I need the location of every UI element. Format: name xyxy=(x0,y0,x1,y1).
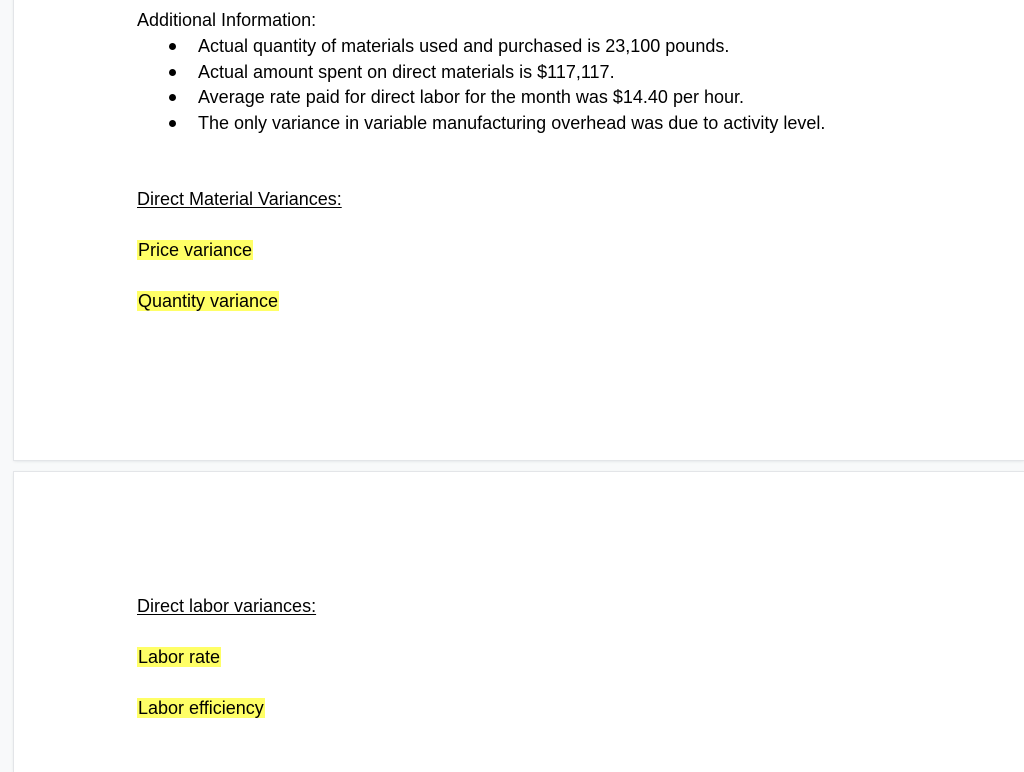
bullet-icon xyxy=(169,43,176,50)
list-item-text: Actual quantity of materials used and purchased is 23,100 pounds. xyxy=(198,36,730,56)
list-item xyxy=(137,111,825,137)
labor-efficiency-label: Labor efficiency xyxy=(138,698,264,718)
list-item xyxy=(137,85,825,111)
direct-labor-variances-heading xyxy=(137,595,316,617)
document-page-2 xyxy=(14,472,1024,772)
labor-efficiency-row xyxy=(137,697,265,719)
list-item xyxy=(137,60,825,86)
price-variance-row xyxy=(137,239,253,261)
bullet-icon xyxy=(169,94,176,101)
document-page-1 xyxy=(14,0,1024,460)
bullet-icon xyxy=(169,120,176,127)
direct-labor-variances-label: Direct labor variances: xyxy=(137,596,317,616)
direct-material-variances-heading xyxy=(137,188,342,210)
price-variance-label: Price variance xyxy=(138,240,253,260)
additional-info-list xyxy=(137,34,825,136)
list-item-text: Actual amount spent on direct materials is $117,117. xyxy=(198,61,615,82)
labor-rate-row xyxy=(137,646,221,668)
quantity-variance-row xyxy=(137,290,279,312)
list-item-text: Average rate paid for direct labor for the month was $14.40 per hour. xyxy=(198,87,744,107)
list-item xyxy=(137,34,825,60)
labor-rate-label: Labor rate xyxy=(138,647,221,667)
bullet-icon xyxy=(169,69,176,76)
additional-info-heading: Additional Information: xyxy=(137,10,317,30)
list-item-text: The only variance in variable manufacturing overhead was due to activity level. xyxy=(198,112,826,133)
quantity-variance-label: Quantity variance xyxy=(138,291,279,311)
direct-material-variances-label: Direct Material Variances: xyxy=(137,189,342,209)
